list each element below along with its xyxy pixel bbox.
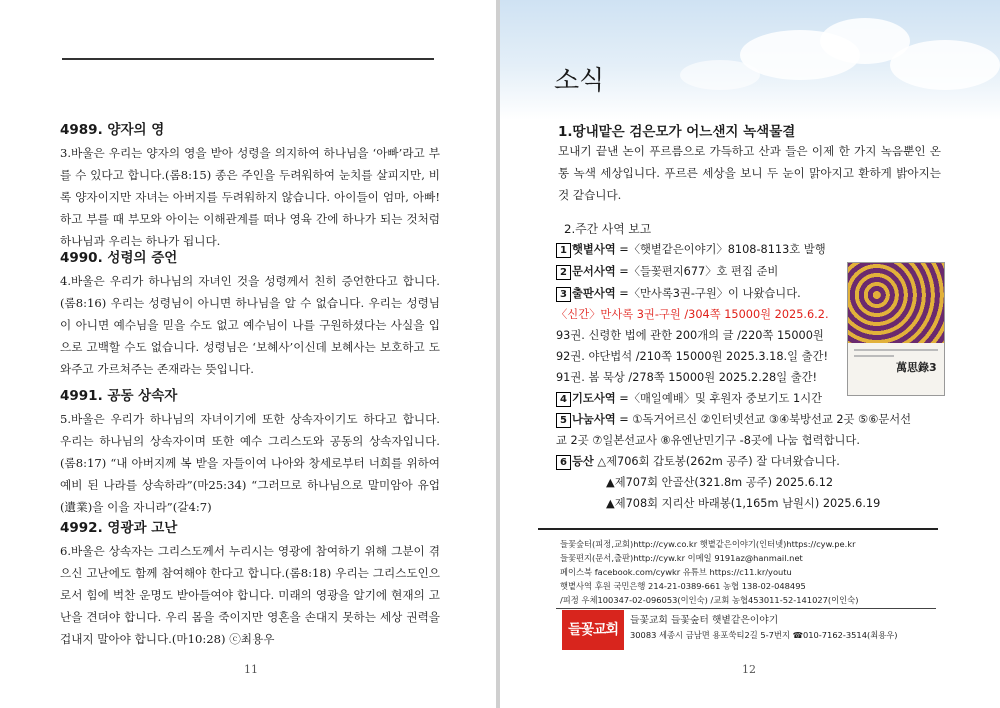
book-cover-image (847, 262, 945, 396)
report-item: 1 햇볕사역 =〈햇볕같은이야기〉8108-8113호 발행 (556, 240, 826, 260)
info-box (538, 528, 938, 640)
book-line: 91권. 봄 묵상 /278쪽 15000원 2025.2.28일 출간! (556, 371, 818, 384)
left-page (0, 0, 496, 708)
report-item: 5 나눔사역 = ①독거어르신 ②인터넷선교 ③④북방선교 2곳 ⑤⑥문서선 (556, 410, 911, 430)
section-4992 (60, 516, 440, 650)
book-cover-title: 萬思錄3 (896, 361, 937, 374)
page-number: 11 (244, 663, 258, 676)
section-heading: 4989. 양자의 영 (60, 122, 165, 138)
report-item: 4 기도사역 =〈매일예배〉및 후원자 중보기도 1시간 (556, 389, 822, 409)
right-page (500, 0, 1000, 708)
header-rule (62, 58, 434, 60)
page-title: 소식 (554, 66, 605, 96)
org-name: 들꽃교회 들꽃숲터 햇볕같은이야기 (630, 615, 779, 626)
report-item: 3 출판사역 =〈만사록3권-구원〉이 나왔습니다. (556, 284, 801, 304)
section-4989 (60, 118, 440, 252)
news-body: 모내기 끝낸 논이 푸르름으로 가득하고 산과 들은 이제 한 가지 녹음뿐인 온통 녹색 세상입니다. 푸르른 세상을 보니 두 눈이 맑아지고 환하게 밝아지는 것 같습니다. (558, 144, 941, 202)
page-number: 12 (742, 663, 756, 676)
book-line: 93권. 신령한 법에 관한 200개의 글 /220쪽 15000원 (556, 329, 824, 342)
news-heading: 1.땅내맡은 검은모가 어느샌지 녹색물결 (558, 124, 796, 140)
church-logo: 들꽃교회 (562, 610, 624, 650)
address: 30083 세종시 금남면 용포쑥티2길 5-7번지 ☎010-7162-3514(최용우) (630, 630, 898, 640)
hike-item: ▲제708회 지리산 바래봉(1,165m 남원시) 2025.6.19 (606, 497, 881, 510)
section-body: 3.바울은 우리는 양자의 영을 받아 성령을 의지하여 하나님을 ‘아빠’라고 부를 수 있다고 합니다.(롬8:15) 종은 주인을 두려워하여 눈치를 살피지만, 비록 양자이지만 자녀는 아버지를 두려워하지 않습니다. 아이들이 엄마, 아빠! 하고 부를 때 부모와 아이는 이해관계를 떠나 영육 간에 하나가 되는 것처럼 하나님과 우리는 하나가 됩니다. (60, 146, 440, 248)
section-body: 4.바울은 우리가 하나님의 자녀인 것을 성령께서 친히 증언한다고 합니다.(롬8:16) 우리는 성령님이 아니면 하나님을 알 수 없습니다. 우리는 성령님이 아니면 예수님을 믿을 수도 없고 예수님이 나를 구원하셨다는 사실을 입으로 고백할 수도 없습니다. 성령님은 ‘보혜사’이신데 보혜사는 보호하고 도와주고 가르쳐주는 존재라는 뜻입니다. (60, 274, 440, 376)
hike-item: 6 등산 △제706회 갑토봉(262m 공주) 잘 다녀왔습니다. (556, 452, 840, 472)
info-line: 들꽃숲터(피정,교회)http://cyw.co.kr 햇볕같은이야기(인터넷)https://cyw.pe.kr (560, 539, 856, 549)
info-line: 들꽃편지(문서,출판)http://cyw.kr 이메일 9191az@hanmail.net (560, 553, 803, 563)
report-item: 2 문서사역 =〈들꽃편지677〉호 편집 준비 (556, 262, 778, 282)
section-body: 6.바울은 상속자는 그리스도께서 누리시는 영광에 참여하기 위해 그분이 겪으신 고난에도 함께 참여해야 한다고 합니다.(롬8:18) 우리는 그리스도인으로서 힘에 벅찬 운명도 받아들여야 합니다. 미래의 영광을 알기에 현재의 고난을 견뎌야 합니다. 우리 몸을 죽이지만 영혼을 손대지 못하는 세상 권력을 겁내지 말아야 합니다.(마10:28) ⓒ최용우 (60, 544, 440, 646)
section-body: 5.바울은 우리가 하나님의 자녀이기에 또한 상속자이기도 하다고 합니다. 우리는 하나님의 상속자이며 또한 예수 그리스도와 공동의 상속자입니다.(롬8:17) “내 아버지께 복 받을 자들이여 나아와 창세로부터 너희를 위하여 예비 된 나라를 상속하라”(마25:34) “그러므로 하나님으로 말미암아 유업(遺業)을 이을 자니라”(갈4:7) (60, 412, 440, 514)
hike-item: ▲제707회 안골산(321.8m 공주) 2025.6.12 (606, 476, 834, 489)
report-title: 2.주간 사역 보고 (564, 222, 652, 236)
new-book-line: 〈신간〉만사록 3권-구원 /304쪽 15000원 2025.6.2. (556, 308, 829, 321)
section-heading: 4992. 영광과 고난 (60, 520, 178, 536)
section-heading: 4991. 공동 상속자 (60, 388, 178, 404)
share-continuation: 교 2곳 ⑦일본선교사 ⑧유엔난민기구 -8곳에 나눔 협력합니다. (556, 434, 860, 447)
info-line: 햇볕사역 후원 국민은행 214-21-0389-661 농협 138-02-048495 (560, 581, 806, 591)
section-heading: 4990. 성령의 증언 (60, 250, 178, 266)
book-line: 92권. 야단법석 /210쪽 15000원 2025.3.18.일 출간! (556, 350, 828, 363)
info-line: /피정 우체100347-02-096053(이인숙) /교회 농협453011-52-141027(이인숙) (560, 595, 859, 605)
section-4991 (60, 384, 440, 518)
info-line: 페이스북 facebook.com/cywkr 유튜브 https://c11.kr/youtu (560, 567, 792, 577)
section-4990 (60, 246, 440, 380)
